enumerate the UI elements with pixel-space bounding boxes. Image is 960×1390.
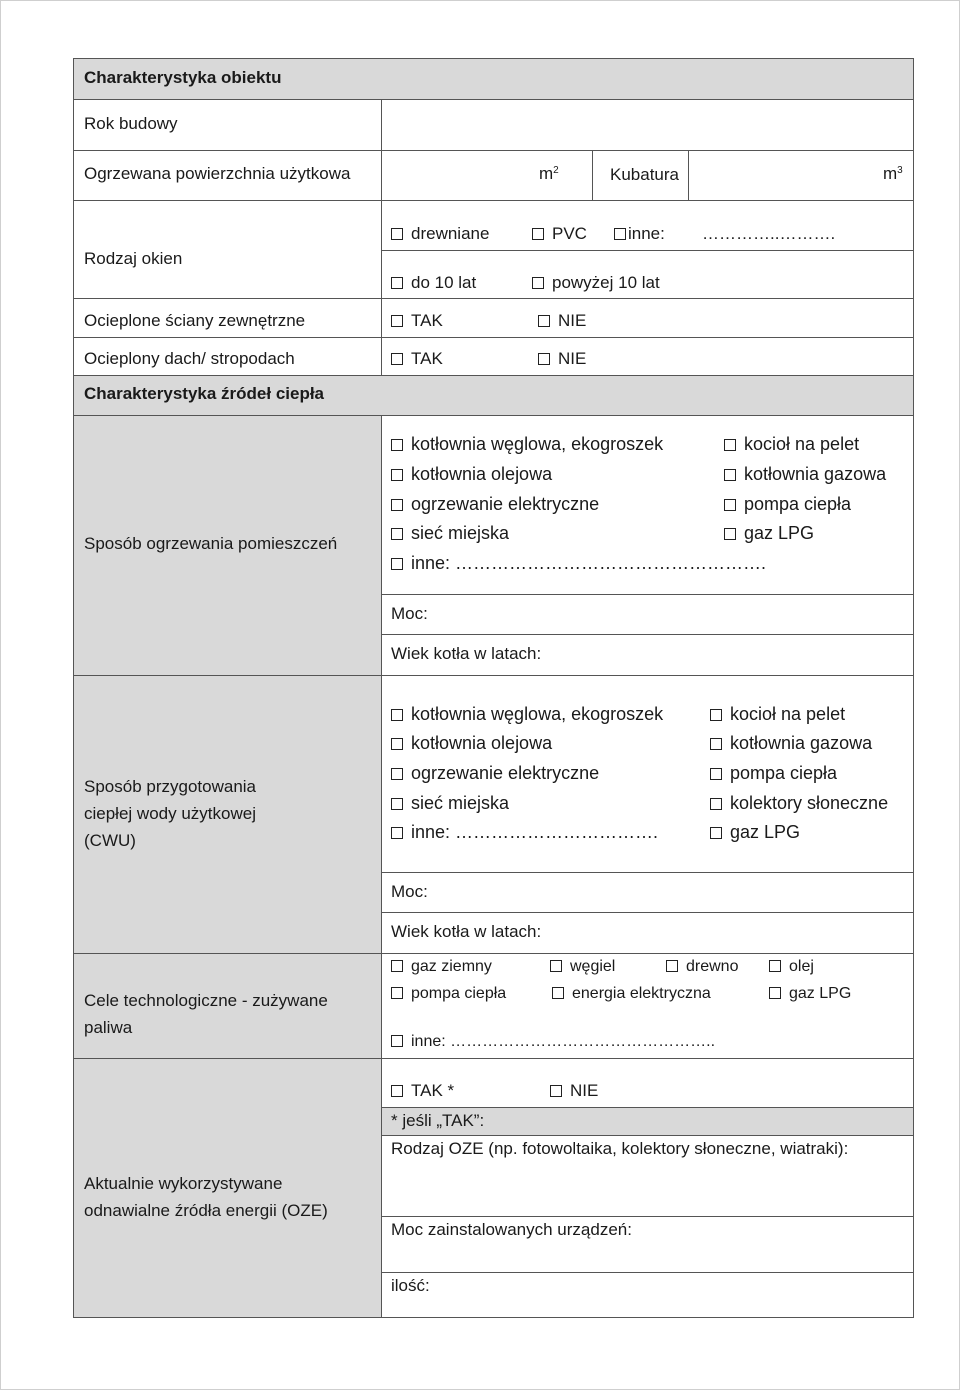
- checkbox[interactable]: [550, 960, 562, 972]
- okna-pvc[interactable]: PVC: [532, 224, 587, 244]
- col-line: [688, 150, 689, 200]
- cwu-opt4[interactable]: kotłownia gazowa: [710, 733, 872, 753]
- checkbox[interactable]: [552, 987, 564, 999]
- oze-label-2: odnawialne źródła energii (OZE): [84, 1201, 328, 1220]
- oze-label-1: Aktualnie wykorzystywane: [84, 1174, 283, 1193]
- row-line: [73, 200, 914, 201]
- checkbox[interactable]: [724, 499, 736, 511]
- checkbox[interactable]: [391, 768, 403, 780]
- row-line: [381, 1107, 914, 1108]
- cwu-opt6[interactable]: pompa ciepła: [710, 763, 837, 783]
- checkbox[interactable]: [391, 315, 403, 327]
- tech-drewno[interactable]: drewno: [666, 957, 738, 977]
- dach-nie[interactable]: NIE: [538, 349, 586, 369]
- heat-opt3[interactable]: kotłownia olejowa: [391, 464, 552, 484]
- checkbox[interactable]: [391, 738, 403, 750]
- checkbox[interactable]: [538, 353, 550, 365]
- cwu-label-3: (CWU): [84, 831, 136, 850]
- checkbox[interactable]: [724, 469, 736, 481]
- cwu-label-2: ciepłej wody użytkowej: [84, 804, 256, 823]
- section-title-object: Charakterystyka obiektu: [84, 68, 282, 87]
- checkbox[interactable]: [769, 987, 781, 999]
- checkbox[interactable]: [391, 277, 403, 289]
- tech-label-1: Cele technologiczne - zużywane: [84, 991, 328, 1010]
- checkbox[interactable]: [391, 960, 403, 972]
- checkbox[interactable]: [532, 277, 544, 289]
- row-line: [381, 1272, 914, 1273]
- checkbox[interactable]: [391, 558, 403, 570]
- cwu-opt2[interactable]: kocioł na pelet: [710, 704, 845, 724]
- checkbox[interactable]: [391, 439, 403, 451]
- row-line: [73, 415, 914, 416]
- col-line: [592, 150, 593, 200]
- row-line: [73, 1058, 914, 1059]
- heat-opt7[interactable]: sieć miejska: [391, 523, 509, 543]
- heat-opt4[interactable]: kotłownia gazowa: [724, 464, 886, 484]
- section-title-heat: Charakterystyka źródeł ciepła: [84, 384, 325, 403]
- checkbox[interactable]: [391, 1085, 403, 1097]
- row-line: [73, 99, 914, 100]
- okna-drewniane[interactable]: drewniane: [391, 224, 489, 244]
- checkbox[interactable]: [724, 439, 736, 451]
- okna-pow10[interactable]: powyżej 10 lat: [532, 273, 660, 293]
- cwu-opt3[interactable]: kotłownia olejowa: [391, 733, 552, 753]
- cwu-opt9[interactable]: gaz LPG: [710, 822, 800, 842]
- tech-pompa[interactable]: pompa ciepła: [391, 984, 506, 1004]
- row-line: [73, 150, 914, 151]
- checkbox[interactable]: [710, 798, 722, 810]
- row-line: [381, 634, 914, 635]
- row-line: [73, 375, 914, 376]
- okna-inne-dots: …………..……….: [702, 224, 836, 243]
- row-line: [381, 1135, 914, 1136]
- heat-opt6[interactable]: pompa ciepła: [724, 494, 851, 514]
- oze-ilosc: ilość:: [391, 1276, 430, 1295]
- cwu-opt8[interactable]: kolektory słoneczne: [710, 793, 888, 813]
- tech-wegiel[interactable]: węgiel: [550, 957, 615, 977]
- sciany-tak[interactable]: TAK: [391, 311, 443, 331]
- checkbox[interactable]: [666, 960, 678, 972]
- heat-opt2[interactable]: kocioł na pelet: [724, 434, 859, 454]
- sciany-nie[interactable]: NIE: [538, 311, 586, 331]
- row-line: [73, 953, 914, 954]
- cwu-moc: Moc:: [391, 882, 428, 901]
- cwu-inne[interactable]: inne: …………………………….: [391, 822, 658, 842]
- heat-opt5[interactable]: ogrzewanie elektryczne: [391, 494, 599, 514]
- checkbox[interactable]: [391, 798, 403, 810]
- col-line: [381, 99, 382, 376]
- tech-gaz[interactable]: gaz ziemny: [391, 957, 492, 977]
- cwu-opt1[interactable]: kotłownia węglowa, ekogroszek: [391, 704, 663, 724]
- checkbox[interactable]: [538, 315, 550, 327]
- checkbox[interactable]: [769, 960, 781, 972]
- ocieplone-sciany-label: Ocieplone ściany zewnętrzne: [84, 311, 306, 330]
- checkbox[interactable]: [391, 528, 403, 540]
- row-line: [381, 594, 914, 595]
- checkbox[interactable]: [391, 1035, 403, 1047]
- checkbox[interactable]: [710, 768, 722, 780]
- checkbox[interactable]: [391, 709, 403, 721]
- row-line: [381, 912, 914, 913]
- cwu-opt5[interactable]: ogrzewanie elektryczne: [391, 763, 599, 783]
- checkbox[interactable]: [391, 469, 403, 481]
- checkbox[interactable]: [710, 709, 722, 721]
- ocieplony-dach-label: Ocieplony dach/ stropodach: [84, 349, 295, 368]
- dach-tak[interactable]: TAK: [391, 349, 443, 369]
- tech-olej[interactable]: olej: [769, 957, 814, 977]
- oze-rodzaj: Rodzaj OZE (np. fotowoltaika, kolektory słoneczne, wiatraki):: [391, 1139, 849, 1158]
- form-frame: [73, 58, 914, 1318]
- okna-do10[interactable]: do 10 lat: [391, 273, 476, 293]
- heat-opt8[interactable]: gaz LPG: [724, 523, 814, 543]
- ogrzewana-label: Ogrzewana powierzchnia użytkowa: [84, 164, 351, 183]
- row-line: [73, 298, 914, 299]
- tech-energia[interactable]: energia elektryczna: [552, 984, 711, 1004]
- oze-nie[interactable]: NIE: [550, 1081, 598, 1101]
- checkbox[interactable]: [550, 1085, 562, 1097]
- oze-tak[interactable]: TAK *: [391, 1081, 454, 1101]
- cwu-wiek: Wiek kotła w latach:: [391, 922, 542, 941]
- oze-moc: Moc zainstalowanych urządzeń:: [391, 1220, 632, 1239]
- checkbox[interactable]: [724, 528, 736, 540]
- checkbox[interactable]: [391, 987, 403, 999]
- tech-label-2: paliwa: [84, 1018, 133, 1037]
- checkbox[interactable]: [391, 827, 403, 839]
- kubatura-label: Kubatura: [610, 165, 679, 184]
- heat-wiek: Wiek kotła w latach:: [391, 644, 542, 663]
- row-line: [73, 675, 914, 676]
- cwu-opt7[interactable]: sieć miejska: [391, 793, 509, 813]
- col-line: [381, 415, 382, 1318]
- rodzaj-okien-label: Rodzaj okien: [84, 249, 183, 268]
- unit-m3: $m^3$: [883, 164, 903, 183]
- heat-moc: Moc:: [391, 604, 428, 623]
- checkbox[interactable]: [391, 353, 403, 365]
- row-line: [381, 250, 914, 251]
- checkbox[interactable]: [532, 228, 544, 240]
- checkbox[interactable]: [391, 499, 403, 511]
- heat-opt1[interactable]: kotłownia węglowa, ekogroszek: [391, 434, 663, 454]
- tech-lpg[interactable]: gaz LPG: [769, 984, 851, 1004]
- heat-inne[interactable]: inne: …………………………………………….: [391, 553, 766, 573]
- oze-jesli: * jeśli „TAK”:: [391, 1111, 485, 1130]
- checkbox[interactable]: [391, 228, 403, 240]
- tech-inne[interactable]: inne: …………………………………………..: [391, 1032, 715, 1052]
- checkbox[interactable]: [614, 228, 626, 240]
- row-line: [73, 337, 914, 338]
- sposob-ogrzewania-label: Sposób ogrzewania pomieszczeń: [84, 534, 338, 553]
- rok-budowy-label: Rok budowy: [84, 114, 178, 133]
- row-line: [381, 1216, 914, 1217]
- unit-m2: $m^2$: [539, 164, 559, 183]
- okna-inne[interactable]: inne:: [614, 224, 665, 244]
- checkbox[interactable]: [710, 827, 722, 839]
- checkbox[interactable]: [710, 738, 722, 750]
- row-line: [381, 872, 914, 873]
- cwu-label-1: Sposób przygotowania: [84, 777, 257, 796]
